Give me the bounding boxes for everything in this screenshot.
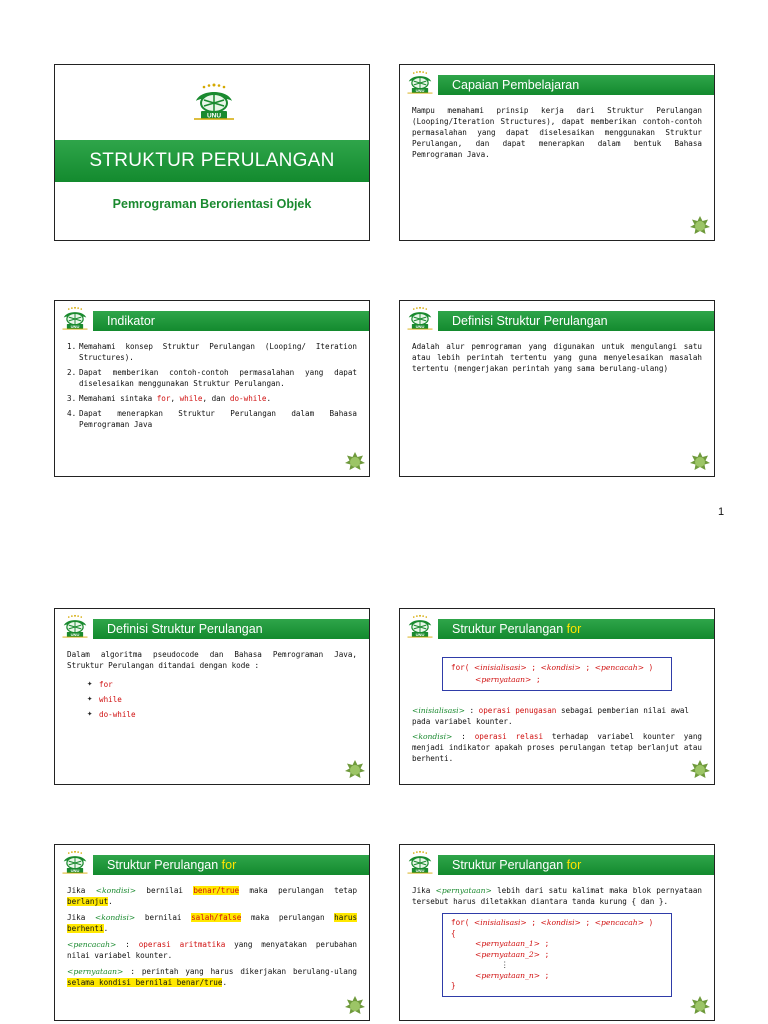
page-badge-icon [690,760,710,780]
period: . [266,394,272,403]
header-text: Struktur Perulangan [452,858,567,872]
code-line [451,674,663,686]
text: lebih dari satu kalimat maka blok pernyataan tersebut harus diletakkan diantara tanda kurung { dan }. [412,886,702,906]
separator: : [464,706,479,715]
slide-4-definisi [399,300,715,477]
code-line [451,971,663,982]
slide-3-indikator [54,300,370,477]
page-badge-icon [690,996,710,1016]
slide-7-for [54,844,370,1021]
code-line [451,950,663,961]
page-number: 1 [718,506,725,518]
paragraph-true [67,885,357,907]
paragraph-false [67,912,357,934]
slide-body [67,885,357,988]
code-cond: <kondisi> [540,918,581,927]
bullet-icon: ✦ [87,694,93,704]
code-stmt-2: <pernyataan_2> [475,949,541,959]
code-line [451,939,663,950]
code-line [451,918,663,929]
page-badge-icon [345,760,365,780]
item-number: 4. [67,409,77,418]
term: <pernyataan> [67,967,124,976]
code-line [451,662,663,674]
item-text: Dapat memberikan contoh-contoh permasalahan yang dapat diselesaikan menggunakan Struktur Perulangan. [79,368,357,388]
page-badge-icon [345,996,365,1016]
list-item [87,679,357,690]
keyword-while: while [179,394,203,403]
code-cond: <kondisi> [540,663,581,672]
code-counter: <pencacah> [594,918,645,927]
slide-header [438,619,714,639]
code-sep: ; [580,663,595,672]
list-item [67,393,357,404]
term-desc: terhadap variabel kounter yang menjadi indikator apakah proses perulangan tetap berlanjut atau berhenti. [412,732,702,763]
code-stmt-1: <pernyataan_1> [475,939,541,948]
text: maka perulangan [241,913,335,922]
page-badge-icon [345,452,365,472]
text: . [222,978,228,987]
slide-5-definisi [54,608,370,785]
slide-title: STRUKTUR PERULANGAN [89,150,335,171]
item-text: Dapat menerapkan Struktur Perulangan dalam Bahasa Pemrograman Java [79,409,357,429]
slide-header [438,855,714,875]
list-item [67,367,357,389]
code-stmt-n: <pernyataan_n> [475,970,541,980]
separator: , [170,394,180,403]
header-keyword: for [566,622,582,636]
separator: : [116,940,139,949]
code-brace-open: { [451,928,456,938]
term-highlight: operasi relasi [474,732,544,741]
code-close: ) [644,918,654,927]
highlight: berlanjut [67,897,109,906]
list-item [67,341,357,363]
bullet-icon: ✦ [87,709,93,719]
code-sep: ; [526,663,541,672]
intro-text [412,885,702,907]
slide-body: Adalah alur pemrograman yang digunakan untuk mengulangi satu atau lebih perintah tertentu yang guna menyelesaikan masalah tertentu (mengerjakan perintah yang sama berulang-ulang) [412,342,702,373]
item-text: Memahami konsep Struktur Perulangan (Looping/ Iteration Structures). [79,342,357,362]
highlight: benar/true [193,886,240,895]
code-semi: ; [540,939,550,948]
code-list [87,679,357,720]
definition-cond [412,731,702,764]
code-for: for [99,680,113,689]
paragraph-counter [67,939,357,961]
slide-body [67,341,357,434]
header-keyword: for [221,858,237,872]
code-while: while [99,695,122,704]
term: <pernyataan> [435,886,492,895]
code-do-while: do-while [99,710,136,719]
list-item [67,408,357,430]
code-stmt: <pernyataan> [475,675,532,684]
code-brace-close: } [451,981,456,990]
slide-header: Definisi Struktur Perulangan [438,311,714,331]
slide-body [412,885,702,997]
page-badge-icon [690,452,710,472]
slide-body [412,649,702,764]
title-band [55,140,369,182]
text: bernilai [136,886,194,895]
code-semi: ; [531,675,541,684]
highlight: salah/false [191,913,242,922]
slide-body: Mampu memahami prinsip kerja dari Struktur Perulangan (Looping/Iteration Structures), dapat memberikan contoh-contoh permasalahan yang dapat diselesaikan menggunakan Struktur Perulangan, dan dapat menerapkan dalam bentuk Bahasa Pemrograman Java. [412,106,702,159]
code-counter: <pencacah> [594,663,645,672]
slide-subtitle: Pemrograman Berorientasi Objek [112,197,312,211]
page-badge-icon [690,216,710,236]
code-close: ) [644,663,654,672]
code-open: for( [451,918,474,927]
item-number: 1. [67,342,77,351]
code-semi: ; [540,949,550,959]
text: Jika [412,886,436,895]
header-text: Struktur Perulangan [107,858,222,872]
keyword-do-while: do-while [229,394,267,403]
intro-text: Dalam algoritma pseudocode dan Bahasa Pemrograman Java, Struktur Perulangan ditandai dengan kode : [67,650,357,670]
term-desc: perintah yang harus dikerjakan berulang-ulang [141,967,358,976]
text: Jika [67,886,96,895]
indicator-list [67,341,357,430]
unu-logo-icon [60,849,90,877]
keyword-for: for [156,394,171,403]
item-number: 2. [67,368,77,377]
text: bernilai [135,913,192,922]
text: . [103,924,109,933]
slide-body [67,649,357,724]
unu-logo-icon [405,849,435,877]
unu-logo-icon [405,305,435,333]
unu-logo-icon [190,83,238,123]
text: Jika [67,913,95,922]
code-sep: ; [580,918,595,927]
slide-8-for [399,844,715,1021]
unu-logo-icon [405,613,435,641]
term: <inisialisasi> [412,706,465,715]
slide-1-title [54,64,370,241]
header-text: Struktur Perulangan [452,622,567,636]
item-text [79,393,357,404]
unu-logo-icon [60,613,90,641]
term: <kondisi> [412,732,453,741]
highlight: harus berhenti [67,913,358,933]
code-ellipsis: ⋮ [501,960,509,969]
bullet-icon: ✦ [87,679,93,689]
term-highlight: operasi penugasan [478,706,557,715]
term-desc: sebagai pemberian nilai awal pada variabel kounter. [412,706,689,726]
definition-init [412,705,702,727]
slide-2-capaian [399,64,715,241]
term-highlight: operasi aritmatika [138,940,226,949]
slide-header: Capaian Pembelajaran [438,75,714,95]
separator: : [123,967,142,976]
unu-logo-icon [60,305,90,333]
code-init: <inisialisasi> [473,918,527,927]
term-desc: yang menyatakan perubahan nilai variabel kounter. [67,940,358,960]
slide-header: Indikator [93,311,369,331]
code-sep: ; [526,918,541,927]
term: <kondisi> [94,913,136,922]
syntax-box [442,913,672,997]
syntax-box [442,657,672,691]
term: <kondisi> [95,886,137,895]
slide-6-for [399,608,715,785]
highlight: selama kondisi bernilai benar/true [67,978,223,987]
list-item [87,709,357,720]
term: <pencacah> [67,940,117,949]
item-text-pre: Memahami sintaka [79,394,157,403]
separator: , dan [202,394,230,403]
slide-header [93,855,369,875]
paragraph-statement [67,966,357,988]
item-number: 3. [67,394,77,403]
separator: : [452,732,475,741]
code-semi: ; [540,970,550,980]
text: maka perulangan tetap [239,886,358,895]
list-item [87,694,357,705]
unu-logo-icon [405,69,435,97]
slide-header: Definisi Struktur Perulangan [93,619,369,639]
text: . [108,897,113,906]
code-open: for( [451,663,474,672]
code-init: <inisialisasi> [473,663,527,672]
header-keyword: for [566,858,582,872]
